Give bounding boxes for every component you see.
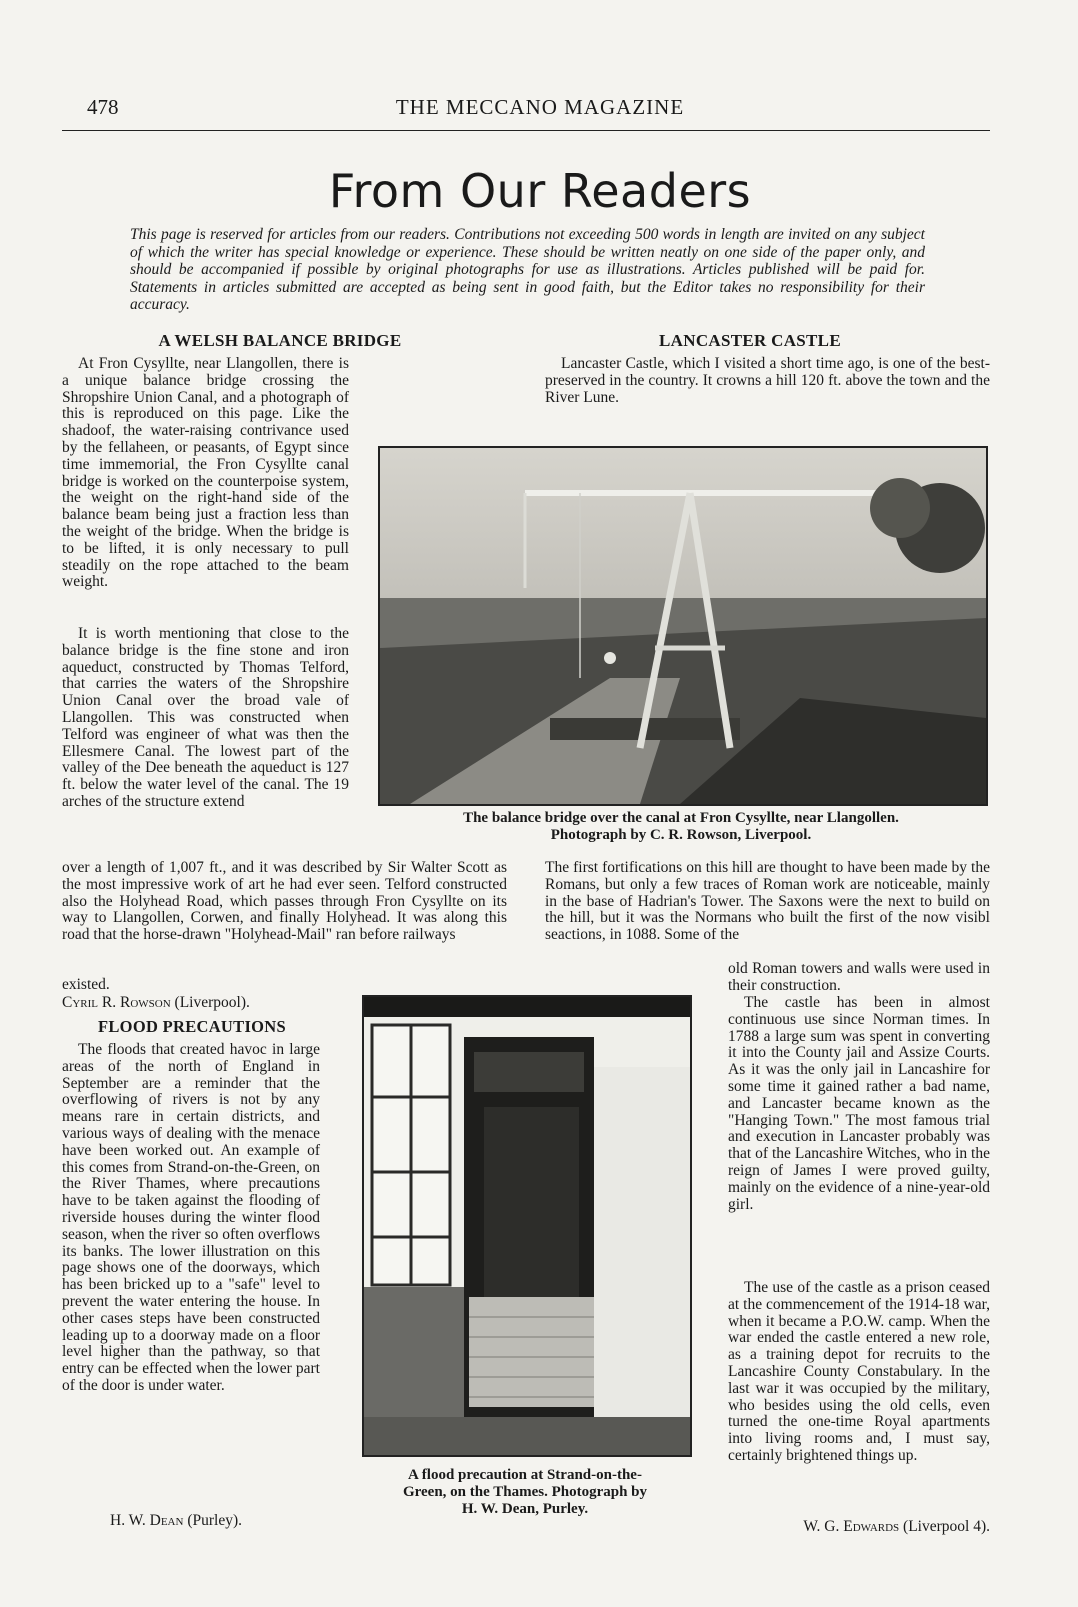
bridge-paragraph-1: At Fron Cysyllte, near Llangollen, there is a unique balance bridge crossing the Shropshire Union Canal, and a photograph of this is reproduced on this page. Like the shadoof, the water-raising contrivance used by the fellaheen, or peasants, of Egypt since time immemorial, the Fron Cysyllte canal bridge is worked on the counterpoise system, the weight on the right-hand side of the balance beam being just a fraction less than the weight of the bridge. When the bridge is to be lifted, it is only necessary to pull steadily on the rope attached to the beam weight. [62, 356, 514, 591]
bridge-paragraph-3-end: existed. [62, 976, 110, 993]
bridge-author [62, 994, 250, 1012]
bridge-article-column [62, 356, 507, 666]
flood-author-place: (Purley). [187, 1512, 242, 1529]
wrap-spacer [349, 406, 514, 666]
flood-heading: FLOOD PRECAUTIONS [98, 1017, 286, 1036]
section-intro: This page is reserved for articles from our readers. Contributions not exceeding 500 words in length are invited on any subject of which the writer has special knowledge or experience. These should be written neatly on one side of the paper only, and should be accompanied if possible by original photographs for use as illustrations. Articles published will be paid for. Statements in articles submitted are accepted as being sent in good faith, but the Editor takes no responsibility for their accuracy. [130, 226, 925, 313]
castle-author-place: (Liverpool 4). [903, 1518, 990, 1535]
flood-photo-caption-3: H. W. Dean, Purley. [461, 1501, 589, 1517]
magazine-title: THE MECCANO MAGAZINE [395, 95, 685, 119]
flood-photo-caption-1: A flood precaution at Strand-on-the- [408, 1467, 642, 1483]
flood-author-first: H. W. [110, 1512, 146, 1529]
castle-paragraph-1: Lancaster Castle, which I visited a short time ago, is one of the best-preserved in the country. It crowns a hill 120 ft. above the town and the River Lune. [545, 355, 990, 406]
flood-photo-illustration [364, 997, 690, 1455]
flood-author-last: Dean [149, 1512, 184, 1529]
bridge-paragraph-3: over a length of 1,007 ft., and it was described by Sir Walter Scott as the most impressive work of art he had ever seen. Telford constructed also the Holyhead Road, which passes through Fron Cysyllte on its way to Llangollen, Corwen, and finally Holyhead. It was along this road that the horse-drawn "Holyhead-Mail" ran before railways [62, 859, 507, 944]
castle-paragraph-3: The castle has been in almost continuous use since Norman times. In 1788 a large sum was spent in converting it into the County jail and Assize Courts. As it was the only jail in Lancashire for some time it gained rather a bad name, and Lancaster became known as the "Hanging Town." The most famous trial and execution in Lancaster probably was that of the Lancashire Witches, who in the reign of James I were proved guilty, mainly on the evidence of a nine-year-old girl. [728, 994, 990, 1213]
bridge-heading: A WELSH BALANCE BRIDGE [158, 331, 402, 350]
bridge-paragraph-2: It is worth mentioning that close to the balance bridge is the fine stone and iron aqueduct, constructed by Thomas Telford, that carries the waters of the Shropshire Union Canal over the broad vale of Llangollen. This was constructed when Telford was engineer of what was then the Ellesmere Canal. The lowest part of the valley of the Dee beneath the aqueduct is 127 ft. below the water level of the canal. The 19 arches of the structure extend [62, 625, 349, 810]
bridge-author-first: Cyril [62, 994, 99, 1011]
flood-paragraph-1: The floods that created havoc in large areas of the north of England in September are a reminder that the overflowing of rivers is not by any means rare in certain districts, and various ways of dealing with the menace have been worked out. An example of this comes from Strand-on-the-Green, on the River Thames, where precautions have to be taken against the flooding of riverside houses during the winter flood season, when the river so often overflows its banks. The lower illustration on this page shows one of the doorways, which has been bricked up to a "safe" level to prevent the water entering the house. In other cases steps have been constructed leading up to a doorway made on a floor level higher than the pathway, so that entry can be effected when the lower part of the door is under water. [62, 1041, 320, 1394]
castle-paragraph-4: The use of the castle as a prison ceased at the commencement of the 1914-18 war, when it became a P.O.W. camp. When the war ended the castle entered a new role, as a training depot for recruits to the Lancashire County Constabulary. In the last war it was occupied by the military, who besides using the old cells, even turned the one-time Royal apartments into living rooms and, I must say, certainly brightened things up. [728, 1279, 990, 1464]
bridge-author-place: (Liverpool). [174, 994, 250, 1011]
bridge-photo-caption-1: The balance bridge over the canal at Fron Cysyllte, near Llangollen. [463, 810, 899, 826]
page-number: 478 [87, 95, 119, 119]
flood-photo [362, 995, 692, 1457]
castle-author [728, 1518, 990, 1536]
castle-author-last: Edwards [843, 1518, 900, 1535]
castle-paragraph-2b: old Roman towers and walls were used in their construction. [728, 960, 990, 994]
bridge-author-last: R. Rowson [101, 994, 171, 1011]
castle-author-first: W. G. [803, 1518, 840, 1535]
flood-photo-caption-2: Green, on the Thames. Photograph by [402, 1484, 648, 1500]
flood-author [110, 1512, 242, 1530]
header-rule [62, 130, 990, 131]
castle-heading: LANCASTER CASTLE [659, 331, 841, 350]
castle-paragraph-2: The first fortifications on this hill are thought to have been made by the Romans, but only a few traces of Roman work are noticeable, mainly in the base of Hadrian's Tower. The Saxons were the next to build on the hill, but it was the Normans who built the first of the now visibl seactions, in 1088. Some of the [545, 859, 990, 944]
section-title: From Our Readers [328, 164, 752, 218]
bridge-photo-caption-2: Photograph by C. R. Rowson, Liverpool. [550, 827, 812, 843]
